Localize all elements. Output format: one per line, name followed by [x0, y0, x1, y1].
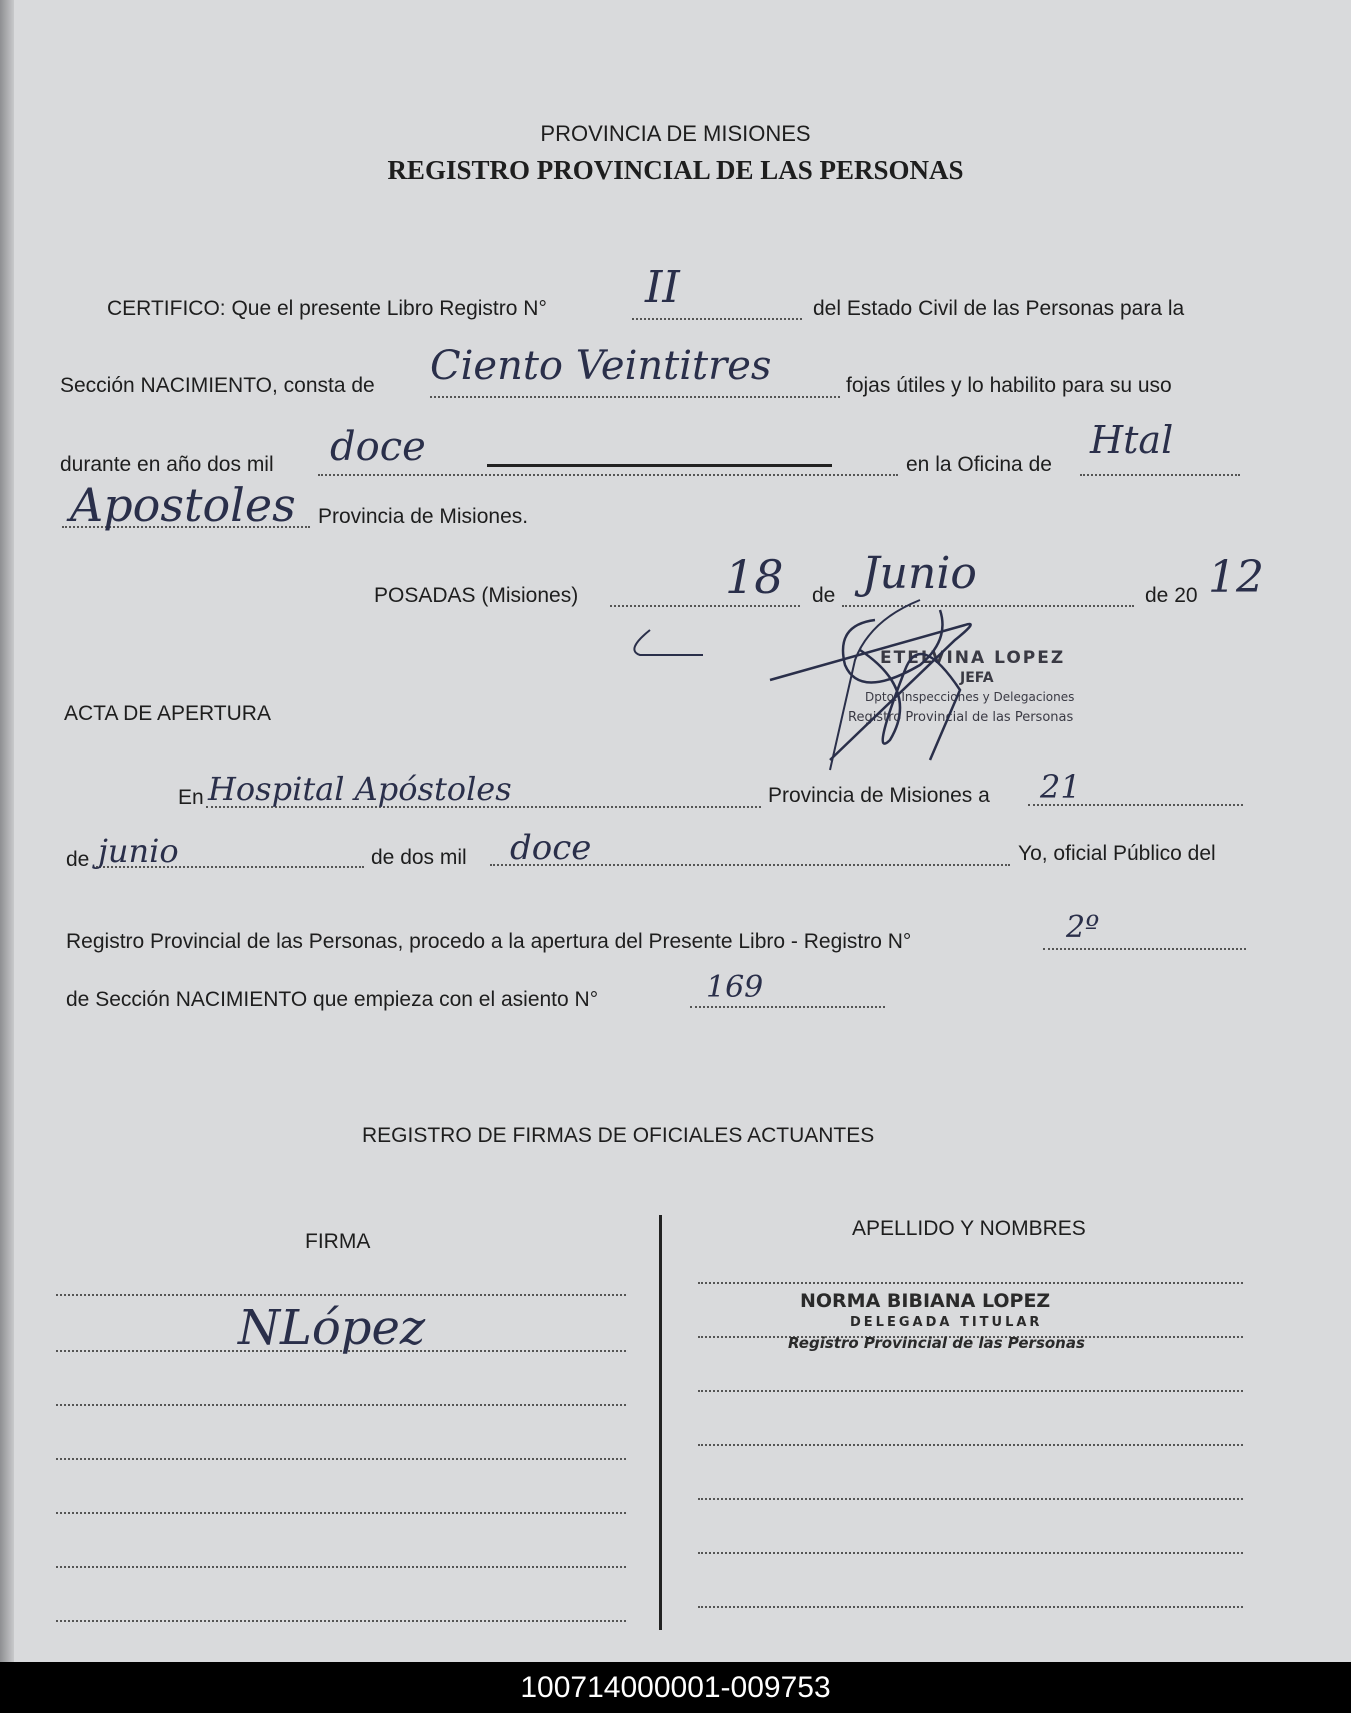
acta-l2-suffix: Yo, oficial Público del [1018, 842, 1216, 865]
acta-title: ACTA DE APERTURA [64, 702, 271, 725]
date-place: POSADAS (Misiones) [374, 584, 579, 607]
cert-line4-suffix: Provincia de Misiones. [318, 505, 529, 528]
acta-l3-prefix: Registro Provincial de las Personas, procedo a la apertura del Presente Libro - Registro N° [66, 930, 912, 953]
cert-line2-prefix: Sección NACIMIENTO, consta de [60, 374, 375, 397]
acta-day: 21 [1040, 768, 1081, 806]
cert-office-name: Htal [1090, 418, 1174, 462]
officer-signature: NLópez [238, 1300, 426, 1356]
date-year: 12 [1208, 552, 1264, 603]
stamp-officer-org: Registro Provincial de las Personas [788, 1334, 1085, 1352]
page-edge-shadow [0, 0, 14, 1662]
official-signature-scribble [620, 530, 1100, 780]
date-de: de [812, 584, 836, 607]
cert-line1-suffix: del Estado Civil de las Personas para la [813, 297, 1185, 320]
acta-l2-prefix: de [66, 848, 90, 871]
cert-year-words: doce [330, 424, 426, 470]
cert-pages-count: Ciento Veintitres [430, 343, 772, 389]
cert-line3-mid: en la Oficina de [906, 453, 1052, 476]
date-year-prefix: de 20 [1145, 584, 1198, 607]
stamp-officer-role: DELEGADA TITULAR [850, 1315, 1043, 1330]
stamp-top-name: ETELVINA LOPEZ [880, 648, 1066, 668]
province-heading: PROVINCIA DE MISIONES [540, 121, 811, 146]
cert-book-number: II [645, 262, 680, 313]
acta-month: junio [98, 832, 179, 870]
signatures-title: REGISTRO DE FIRMAS DE OFICIALES ACTUANTES [362, 1124, 875, 1147]
stamp-top-role: JEFA [960, 670, 994, 686]
stamp-top-dept: Dpto. Inspecciones y Delegaciones [865, 690, 1075, 704]
cert-line3-prefix: durante en año dos mil [60, 453, 274, 476]
acta-l1-prefix: En [178, 786, 204, 809]
acta-entry-number: 169 [706, 970, 764, 1005]
cert-line2-suffix: fojas útiles y lo habilito para su uso [846, 374, 1172, 397]
date-day: 18 [725, 550, 784, 604]
stamp-officer-name: NORMA BIBIANA LOPEZ [800, 1290, 1051, 1312]
registry-heading: REGISTRO PROVINCIAL DE LAS PERSONAS [387, 155, 964, 185]
acta-book-number: 2º [1066, 910, 1100, 945]
acta-l4-prefix: de Sección NACIMIENTO que empieza con el asiento N° [66, 988, 599, 1011]
strike-line [487, 464, 832, 467]
acta-l1-suffix: Provincia de Misiones a [768, 784, 990, 807]
column-divider [659, 1215, 662, 1630]
cert-line1-prefix: CERTIFICO: Que el presente Libro Registro N° [107, 297, 547, 320]
stamp-top-org: Registro Provincial de las Personas [848, 710, 1074, 725]
acta-place: Hospital Apóstoles [208, 770, 512, 808]
cert-office-city: Apostoles [70, 478, 296, 532]
date-month: Junio [862, 548, 977, 599]
acta-year-words: doce [510, 828, 592, 868]
col-apellido-nombres: APELLIDO Y NOMBRES [852, 1217, 1086, 1240]
acta-l2-mid: de dos mil [371, 846, 467, 869]
document-barcode-footer: 100714000001-009753 [0, 1662, 1351, 1713]
col-firma: FIRMA [305, 1230, 371, 1253]
